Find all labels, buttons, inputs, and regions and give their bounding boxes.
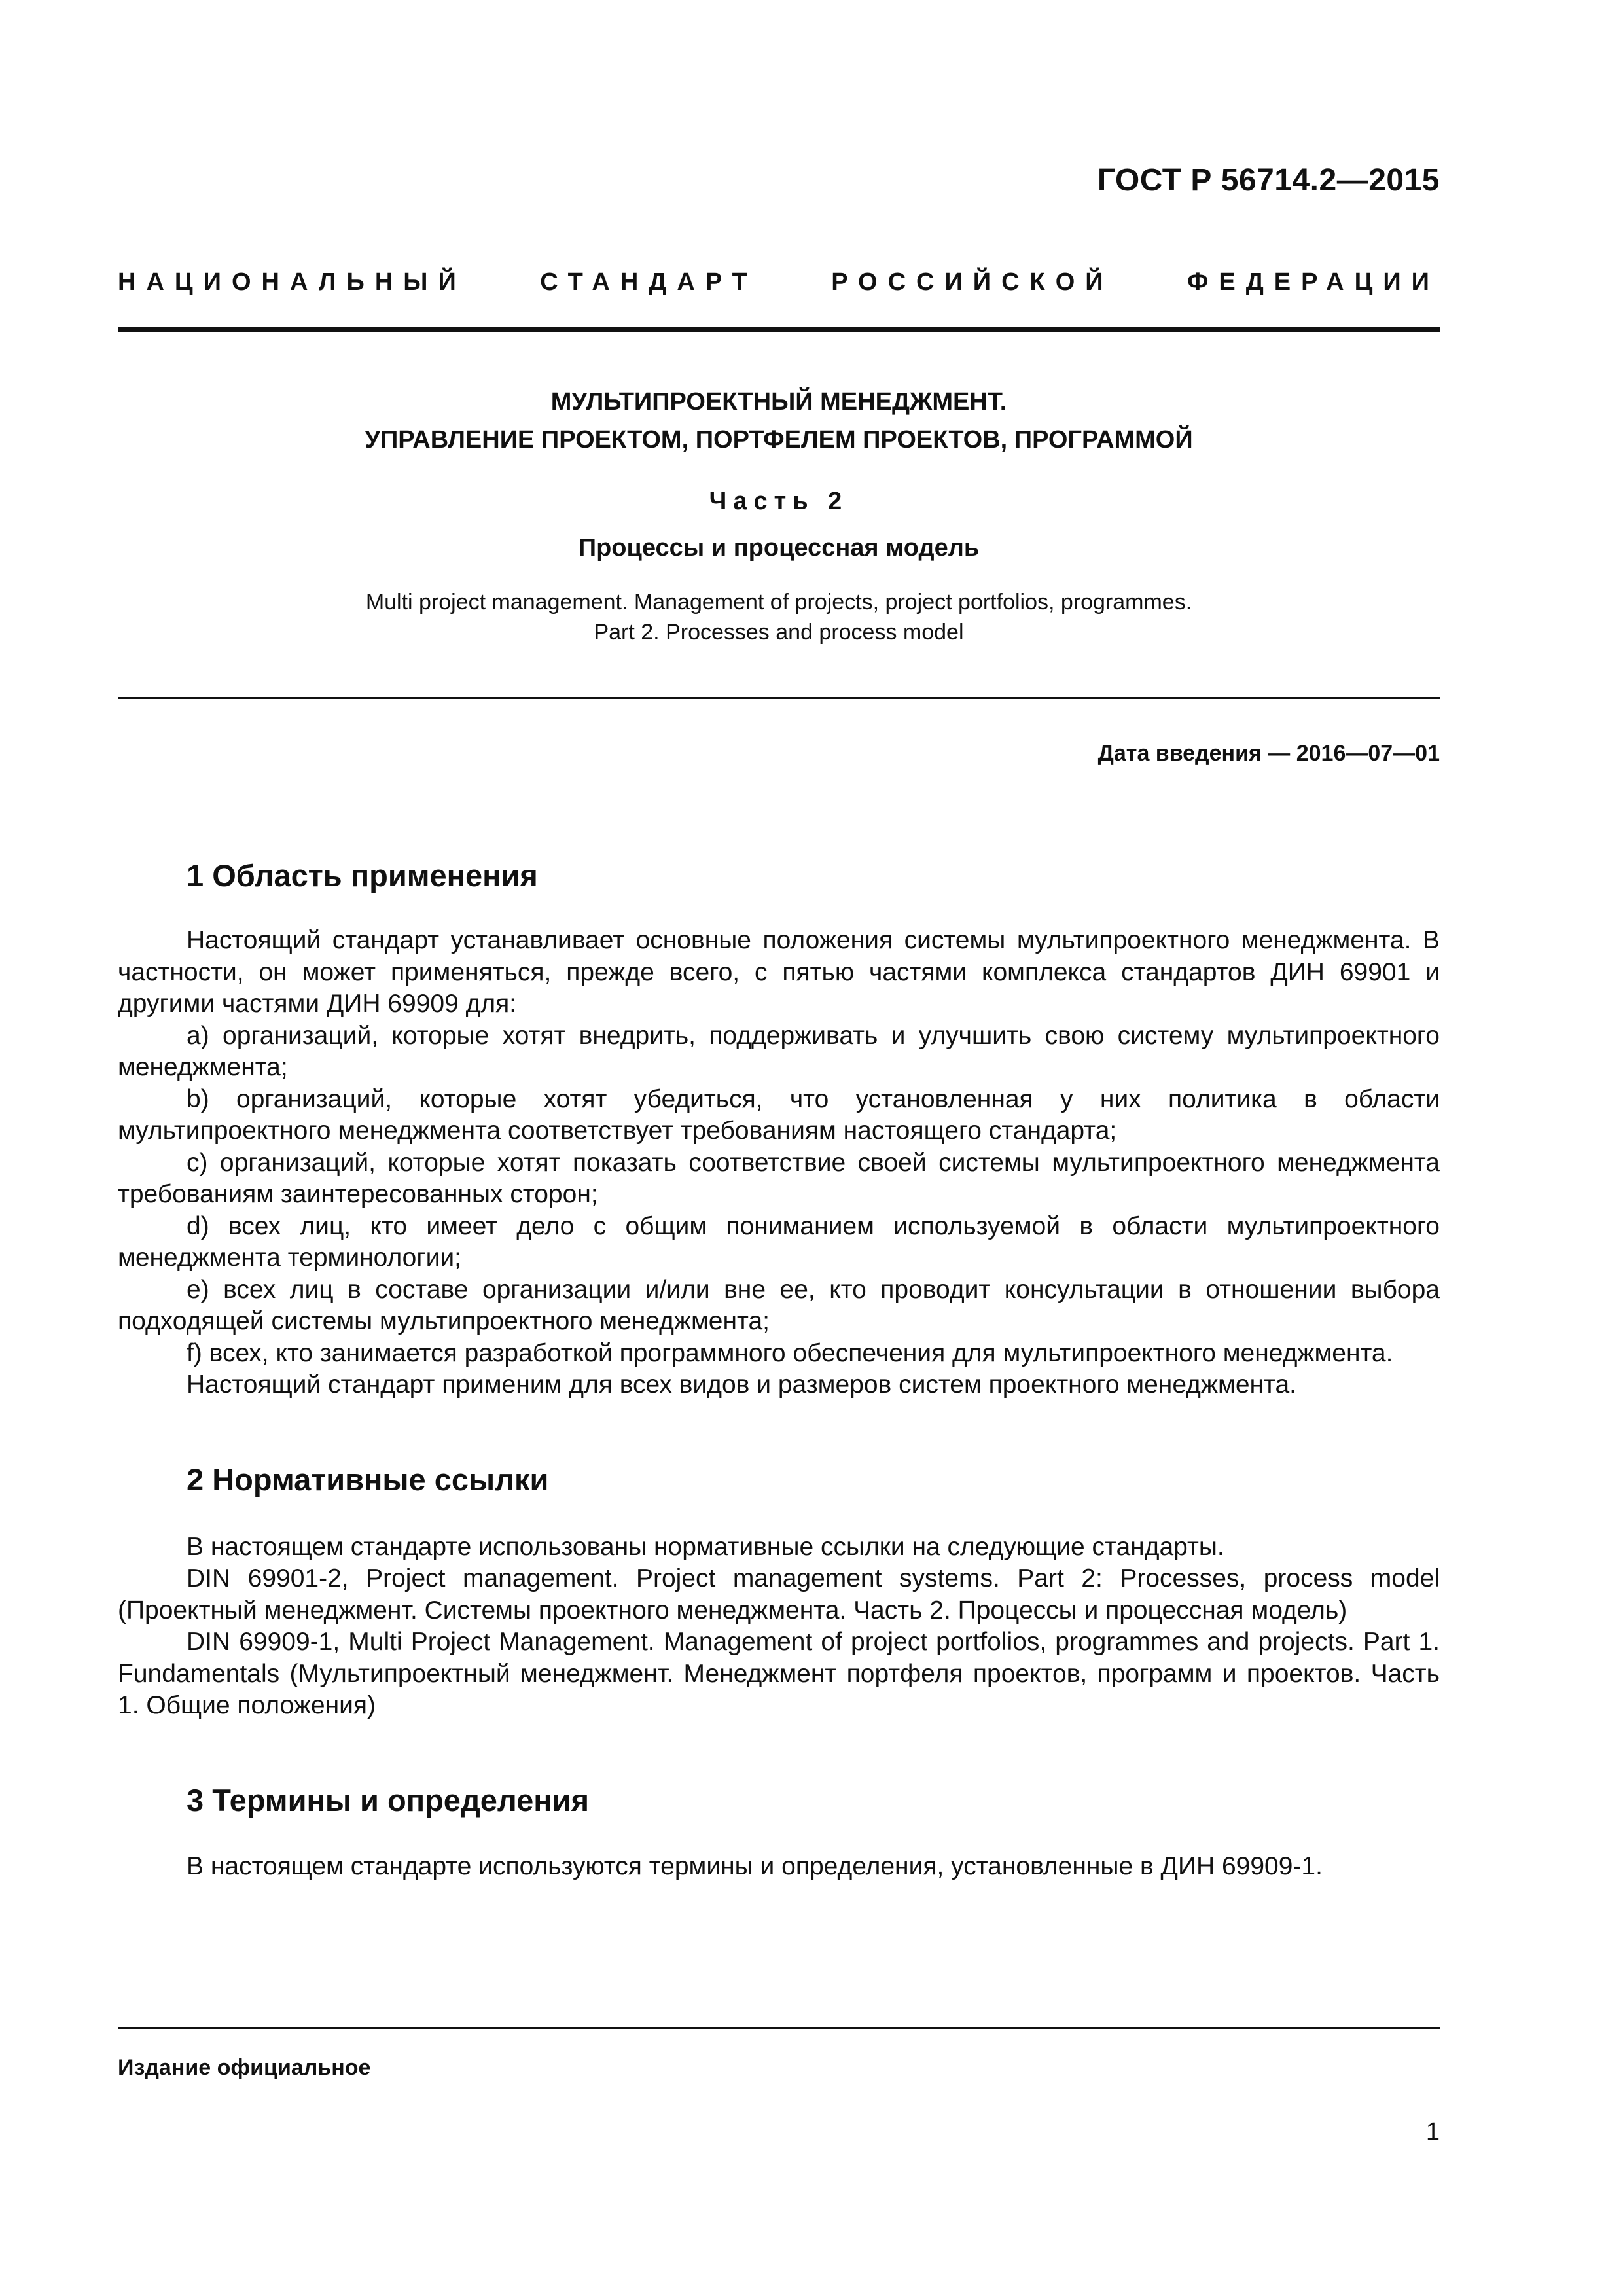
english-title-line-1: Multi project management. Management of projects, project portfolios, programmes. — [365, 590, 1192, 615]
list-item: e) всех лиц в составе организации и/или вне ее, кто проводит консультации в отношении выбора подходящей системы мультипроектного менеджмента; — [118, 1275, 1440, 1335]
list-item: b) организаций, которые хотят убедиться, что установленная у них политика в области мультипроектного менеджмента соответствует требованиям настоящего стандарта; — [118, 1085, 1440, 1145]
footer-divider — [118, 2027, 1440, 2029]
banner-word: ФЕДЕРАЦИИ — [1186, 268, 1440, 296]
paragraph: Настоящий стандарт применим для всех видов и размеров систем проектного менеджмента. — [187, 1371, 1297, 1399]
reference-item: DIN 69909-1, Multi Project Management. Management of project portfolios, programmes and projects. Part 1. Fundamentals (Мультипроектный менеджмент. Менеджмент портфеля проектов, программ и проектов. Часть 1. Общие положения) — [118, 1628, 1440, 1719]
reference-item: DIN 69901-2, Project management. Project management systems. Part 2: Processes, process model (Проектный менеджмент. Системы проектного менеджмента. Часть 2. Процессы и процессная модель) — [118, 1564, 1440, 1624]
page-number: 1 — [1425, 2118, 1440, 2145]
title-divider — [118, 697, 1440, 699]
section-heading: 1 Область применения — [187, 858, 538, 893]
list-item: d) всех лиц, кто имеет дело с общим пониманием используемой в области мультипроектного менеджмента терминологии; — [118, 1211, 1440, 1272]
header-divider — [118, 327, 1440, 332]
paragraph: Настоящий стандарт устанавливает основные положения системы мультипроектного менеджмента. В частности, он может применяться, прежде всего, с пятью частями комплекса стандартов ДИН 69901 и другими частями ДИН 69909 для: — [118, 926, 1440, 1018]
banner-word: СТАНДАРТ — [540, 268, 758, 296]
section-3-body — [118, 1851, 1440, 1883]
banner-word: НАЦИОНАЛЬНЫЙ — [118, 268, 467, 296]
list-item: a) организаций, которые хотят внедрить, поддерживать и улучшить свою систему мультипроектного менеджмента; — [118, 1021, 1440, 1081]
banner-word: РОССИЙСКОЙ — [831, 268, 1114, 296]
english-title — [118, 587, 1440, 647]
section-2-body — [118, 1532, 1440, 1722]
document-code: ГОСТ Р 56714.2—2015 — [1097, 163, 1440, 198]
english-title-line-2: Part 2. Processes and process model — [594, 620, 964, 645]
section-heading: 3 Термины и определения — [187, 1782, 589, 1818]
official-edition-label: Издание официальное — [118, 2055, 371, 2080]
title-block — [118, 383, 1440, 647]
section-heading: 2 Нормативные ссылки — [187, 1462, 549, 1497]
russian-title-line-2: УПРАВЛЕНИЕ ПРОЕКТОМ, ПОРТФЕЛЕМ ПРОЕКТОВ, ПРОГРАММОЙ — [365, 426, 1193, 454]
part-title: Процессы и процессная модель — [578, 534, 980, 562]
part-label: Часть 2 — [709, 488, 849, 515]
list-item: f) всех, кто занимается разработкой программного обеспечения для мультипроектного менеджмента. — [187, 1338, 1393, 1367]
paragraph: В настоящем стандарте используются термины и определения, установленные в ДИН 69909-1. — [187, 1852, 1323, 1880]
section-1-body — [118, 925, 1440, 1401]
document-body — [118, 857, 1440, 1882]
national-standard-banner — [118, 268, 1440, 296]
russian-title-line-1: МУЛЬТИПРОЕКТНЫЙ МЕНЕДЖМЕНТ. — [550, 388, 1007, 416]
list-item: c) организаций, которые хотят показать соответствие своей системы мультипроектного менеджмента требованиям заинтересованных сторон; — [118, 1148, 1440, 1208]
paragraph: В настоящем стандарте использованы нормативные ссылки на следующие стандарты. — [187, 1532, 1224, 1561]
introduction-date: Дата введения — 2016—07—01 — [1097, 741, 1440, 766]
